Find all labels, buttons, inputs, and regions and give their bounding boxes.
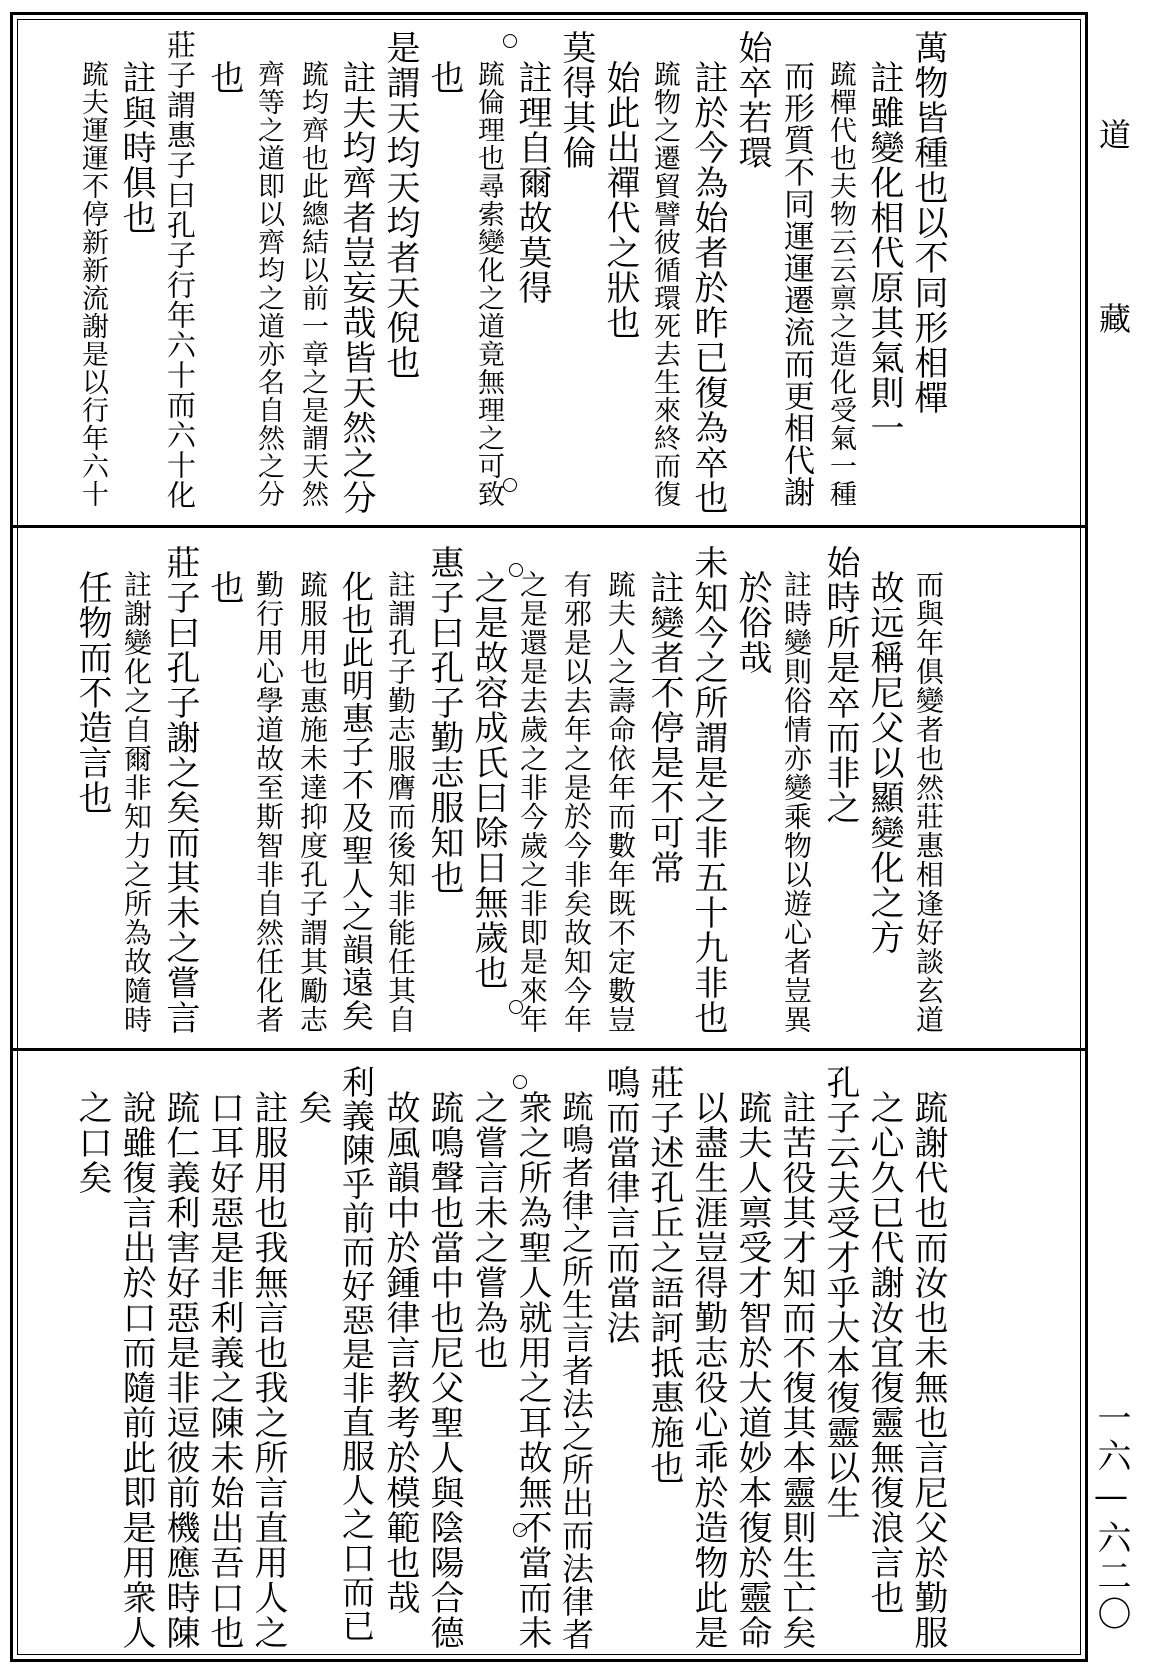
text-column: 註夫均齊者豈妄哉皆天然之分 xyxy=(336,60,376,515)
text-column: 註理自爾故莫得 xyxy=(512,60,552,305)
text-column: 惠子曰孔子勤志服知也 xyxy=(424,545,464,895)
text-column: 之是還是去歲之非今歲之非即是來年 xyxy=(516,570,549,1034)
text-column: 也 xyxy=(424,60,464,95)
text-column: 䟽服用也惠施未達抑度孔子謂其勵志 xyxy=(296,570,329,1034)
text-column: 而形質不同運運遷流而更相代謝 xyxy=(778,60,814,508)
text-column: 於俗哉 xyxy=(732,570,772,675)
margin-page-number: 一六—六二〇 xyxy=(1091,1400,1131,1634)
text-column: 註於今為始者於昨已復為卒也 xyxy=(688,60,728,515)
text-column: 利義陳乎前而好惡是非直服人之口而已 xyxy=(337,1065,376,1643)
text-column: 註謝變化之自爾非知力之所為故隨時 xyxy=(120,570,153,1034)
text-column: 莊子謂惠子曰孔子行年六十而六十化 xyxy=(163,30,197,510)
text-column: 䟽夫運運不停新新流謝是以行年六十 xyxy=(77,60,108,508)
text-column: 註服用也我無言也我之所言直用人之 xyxy=(248,1090,288,1650)
text-column: 註與時俱也 xyxy=(116,60,156,235)
text-column: 莊子曰孔子謝之矣而其未之嘗言 xyxy=(160,545,200,1035)
text-column: 䟽夫人之壽命依年而數年既不定數豈 xyxy=(604,570,637,1034)
text-column: 註謂孔子勤志服膺而後知非能任其自 xyxy=(384,570,417,1034)
text-column: 始卒若環 xyxy=(732,30,772,170)
punctuation-circle xyxy=(509,563,523,577)
text-column: 䟽均齊也此總結以前一章之是謂天然 xyxy=(297,60,328,508)
text-column: 䟽仁義利害好惡是非逗彼前機應時陳 xyxy=(160,1090,200,1650)
text-column: 註苦役其才知而不復其本靈則生亡矣 xyxy=(776,1090,816,1650)
text-column: 䟽鳴者律之所生言者法之所出而法律者 xyxy=(557,1090,595,1651)
text-column: 註雖變化相代原其氣則一 xyxy=(864,60,904,445)
text-column: 說雖復言出於口而隨前此即是用衆人 xyxy=(116,1090,156,1650)
margin-title: 道 藏 xyxy=(1094,118,1132,394)
text-column: 口耳好惡是非利義之陳未始出吾口也 xyxy=(204,1090,244,1650)
text-column: 衆之所為聖人就用之耳故無不當而未 xyxy=(512,1090,552,1650)
text-column: 䟽樿代也夫物云云禀之造化受氣一種 xyxy=(825,60,856,508)
text-column: 以盡生涯豈得勤志役心乖於造物此是 xyxy=(688,1090,728,1650)
punctuation-circle xyxy=(513,1075,527,1089)
text-column: 之是故容成氏曰除日無歲也 xyxy=(468,570,508,990)
punctuation-circle xyxy=(503,34,517,48)
text-column: 註變者不停是不可常 xyxy=(644,570,684,885)
text-column: 矣 xyxy=(292,1090,332,1125)
text-column: 是謂天均天均者天倪也 xyxy=(380,30,420,380)
text-column: 莊子述孔丘之語訶抵惠施也 xyxy=(644,1065,684,1485)
text-column: 䟽倫理也尋索變化之道竟無理之可致 xyxy=(473,60,504,508)
punctuation-circle xyxy=(503,478,517,492)
text-column: 䟽夫人禀受才智於大道妙本復於靈命 xyxy=(732,1090,772,1650)
text-column: 始時所是卒而非之 xyxy=(820,545,860,825)
register-divider-2 xyxy=(10,1048,1088,1051)
text-column: 未知今之所謂是之非五十九非也 xyxy=(688,545,728,1035)
text-column: 之嘗言未之嘗為也 xyxy=(468,1090,508,1370)
text-column: 之心久已代謝汝宜復靈無復浪言也 xyxy=(864,1090,904,1615)
text-column: 莫得其倫 xyxy=(556,30,596,170)
text-column: 勤行用心學道故至斯智非自然任化者 xyxy=(252,570,285,1034)
text-column: 之口矣 xyxy=(72,1090,112,1195)
text-column: 齊等之道即以齊均之道亦名自然之分 xyxy=(253,60,284,508)
text-column: 故風韻中於鍾律言教考於模範也哉 xyxy=(380,1090,420,1615)
text-column: 孔子云夫受才乎大本復靈以生 xyxy=(820,1065,860,1520)
register-divider-1 xyxy=(10,525,1088,528)
text-column: 也 xyxy=(204,570,244,605)
text-column: 始此出禪代之狀也 xyxy=(600,60,640,340)
text-column: 任物而不造言也 xyxy=(72,570,112,815)
text-column: 也 xyxy=(204,60,244,95)
text-column: 化也此明惠子不及聖人之韻遠矣 xyxy=(337,570,375,1032)
text-column: 萬物皆種也以不同形相樿 xyxy=(908,30,948,415)
text-column: 鳴而當律言而當法 xyxy=(600,1065,640,1345)
punctuation-circle xyxy=(513,1523,527,1537)
text-column: 䟽鳴聲也當中也尼父聖人與陰陽合德 xyxy=(424,1090,464,1650)
text-column: 故远稱尼父以顯變化之方 xyxy=(864,570,904,955)
text-column: 䟽物之遷貿譬彼循環死去生來終而復 xyxy=(649,60,680,508)
text-column: 而與年俱變者也然莊惠相逢好談玄道 xyxy=(912,570,945,1034)
punctuation-circle xyxy=(509,1000,523,1014)
text-column: 有邪是以去年之是於今非矣故知今年 xyxy=(560,570,593,1034)
text-column: 註時變則俗情亦變乘物以遊心者豈異 xyxy=(780,570,813,1034)
text-column: 䟽謝代也而汝也未無也言尼父於勤服 xyxy=(908,1090,948,1650)
